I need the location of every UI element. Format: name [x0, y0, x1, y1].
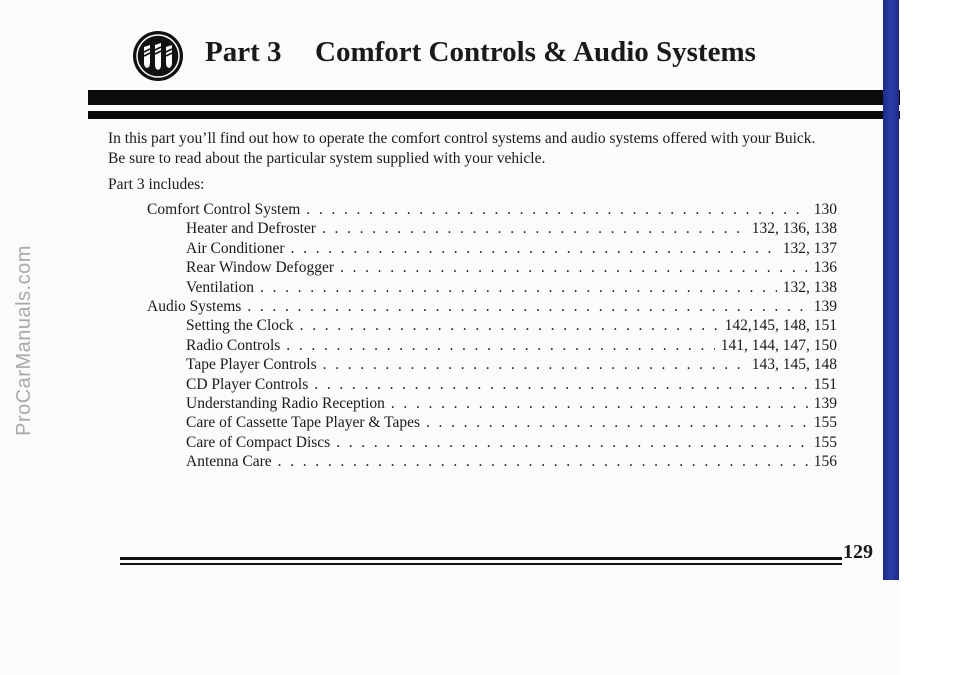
toc-label: Rear Window Defogger	[186, 259, 335, 277]
toc-row[interactable]	[147, 278, 837, 297]
watermark-text: ProCarManuals.com	[12, 244, 35, 436]
toc-pages: 139	[813, 298, 837, 316]
toc-label: Tape Player Controls	[186, 356, 317, 374]
watermark	[10, 80, 38, 600]
header-bar-bottom	[88, 111, 900, 119]
toc-leader	[340, 258, 808, 277]
toc-pages: 130	[813, 201, 837, 218]
toc-row[interactable]	[147, 375, 837, 394]
toc-label: Care of Compact Discs	[186, 433, 331, 451]
toc-row[interactable]	[147, 394, 837, 413]
toc-pages: 132, 137	[782, 239, 837, 257]
section-tab-strip	[883, 0, 899, 580]
intro-paragraph	[108, 129, 878, 169]
toc-label: Ventilation	[186, 278, 255, 296]
header-bar-top	[88, 90, 900, 105]
toc-row[interactable]	[147, 452, 837, 471]
heading-title: Comfort Controls & Audio Systems	[315, 36, 756, 68]
toc-label: Radio Controls	[186, 336, 281, 354]
toc-pages: 132, 136, 138	[751, 220, 837, 238]
toc-leader	[247, 297, 807, 316]
toc-leader	[291, 239, 777, 258]
buick-tri-shield-icon	[132, 30, 184, 82]
toc-row[interactable]	[147, 413, 837, 432]
toc-label: Setting the Clock	[186, 317, 294, 335]
toc-leader	[426, 413, 808, 432]
table-of-contents	[147, 200, 837, 472]
toc-row[interactable]	[147, 258, 837, 277]
toc-label: Comfort Control System	[147, 201, 301, 218]
toc-pages: 142,145, 148, 151	[724, 317, 837, 335]
toc-label: Audio Systems	[147, 298, 242, 316]
toc-pages: 155	[813, 433, 837, 451]
toc-leader	[286, 336, 714, 355]
toc-leader	[391, 394, 808, 413]
toc-row[interactable]	[147, 336, 837, 355]
toc-pages: 143, 145, 148	[751, 356, 837, 374]
toc-leader	[300, 316, 719, 335]
toc-pages: 156	[813, 453, 837, 471]
toc-label: Care of Cassette Tape Player & Tapes	[186, 414, 420, 432]
toc-row[interactable]	[147, 239, 837, 258]
toc-pages: 139	[813, 395, 837, 413]
toc-pages: 141, 144, 147, 150	[720, 336, 837, 354]
toc-label: Air Conditioner	[186, 239, 285, 257]
toc-leader	[336, 433, 808, 452]
intro-line-1: In this part you’ll find out how to operate the comfort control systems and audio systems offered with your Buick.	[108, 130, 816, 147]
footer-rule-top	[120, 557, 842, 560]
toc-leader	[314, 375, 807, 394]
page-number: 129	[843, 541, 873, 563]
page-heading	[205, 36, 756, 69]
toc-label: CD Player Controls	[186, 375, 309, 393]
toc-label: Heater and Defroster	[186, 220, 316, 238]
toc-row[interactable]	[147, 200, 837, 219]
intro-line-2: Be sure to read about the particular system supplied with your vehicle.	[108, 150, 546, 167]
toc-leader	[323, 355, 746, 374]
toc-pages: 136	[813, 259, 837, 277]
toc-leader	[306, 200, 807, 219]
footer-rule-bottom	[120, 563, 842, 565]
toc-row[interactable]	[147, 316, 837, 335]
toc-label: Antenna Care	[186, 453, 272, 471]
toc-row[interactable]	[147, 355, 837, 374]
toc-pages: 155	[813, 414, 837, 432]
toc-pages: 132, 138	[782, 278, 837, 296]
heading-part: Part 3	[205, 36, 282, 68]
toc-leader	[278, 452, 808, 471]
includes-label: Part 3 includes:	[108, 176, 205, 193]
toc-leader	[322, 219, 746, 238]
toc-leader	[260, 278, 777, 297]
toc-label: Understanding Radio Reception	[186, 395, 385, 413]
toc-pages: 151	[813, 375, 837, 393]
toc-row[interactable]	[147, 433, 837, 452]
toc-row[interactable]	[147, 297, 837, 316]
toc-row[interactable]	[147, 219, 837, 238]
